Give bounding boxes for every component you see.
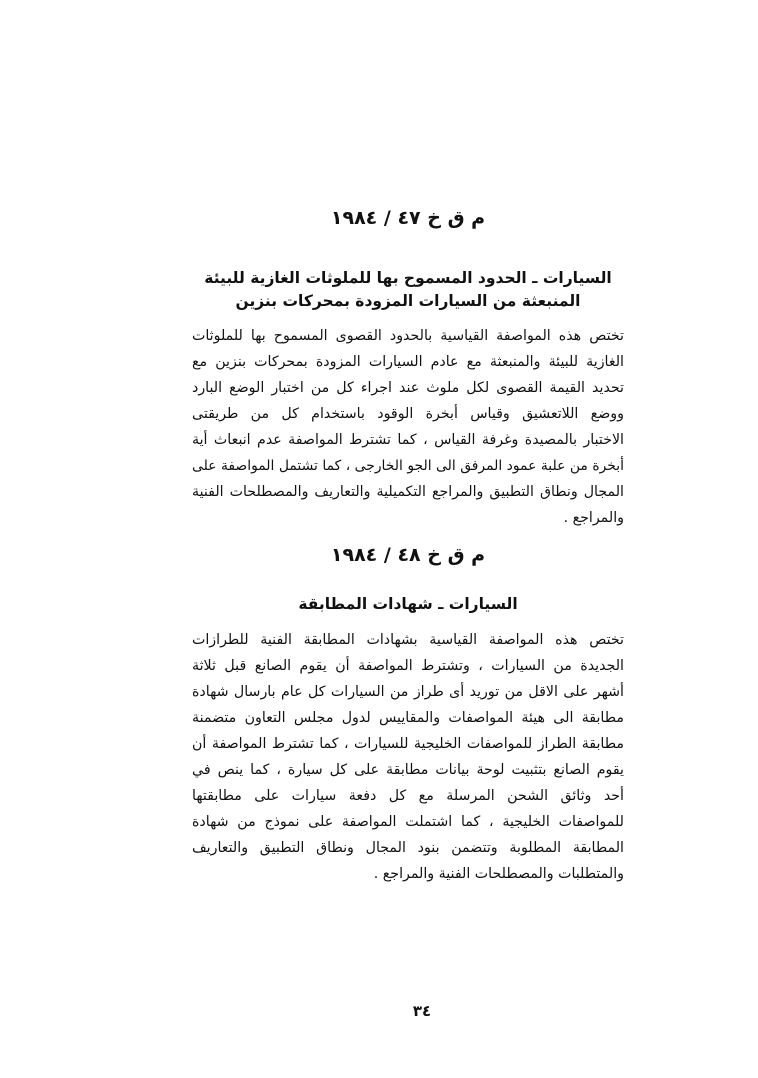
section-body: [192, 627, 624, 887]
body-line: تختص هذه المواصفة القياسية بشهادات المطابقة الفنية للطرازات: [192, 632, 624, 648]
title-line: السيارات ـ الحدود المسموح بها للملوثات الغازية للبيئة: [204, 269, 612, 287]
body-line: والمتطلبات والمصطلحات الفنية والمراجع .: [373, 866, 624, 882]
body-line: والمراجع .: [563, 510, 624, 526]
body-line: الاختبار بالمصيدة وغرفة القياس ، كما تشترط المواصفة عدم انبعاث أية: [192, 432, 624, 448]
body-line: مطابقة الطراز للمواصفات الخليجية للسيارات ، كما تشترط المواصفة أن: [192, 736, 624, 752]
body-line: المجال ونطاق التطبيق والمراجع التكميلية والتعاريف والمصطلحات الفنية: [192, 484, 624, 500]
section-body: [192, 323, 624, 531]
page-number: ٣٤: [412, 1002, 432, 1020]
body-line: مطابقة الى هيئة المواصفات والمقاييس لدول مجلس التعاون متضمنة: [192, 710, 624, 726]
body-line: ووضع اللاتعشيق وقياس أبخرة الوقود باستخدام كل من طريقتى: [192, 406, 624, 422]
body-line: يقوم الصانع بتثبيت لوحة بيانات مطابقة على كل سيارة ، كما ينص في: [192, 762, 624, 778]
body-line: الغازية للبيئة والمنبعثة مع عادم السيارات المزودة بمحركات بنزين مع: [192, 354, 624, 370]
body-line: تحديد القيمة القصوى لكل ملوث عند اجراء كل من اختبار الوضع البارد: [192, 380, 624, 396]
title-line: المنبعثة من السيارات المزودة بمحركات بنزين: [235, 292, 581, 310]
standard-code-heading: م ق خ ٤٨ / ١٩٨٤: [330, 544, 486, 566]
title-line: السيارات ـ شهادات المطابقة: [298, 595, 518, 613]
standard-code-heading: م ق خ ٤٧ / ١٩٨٤: [330, 207, 486, 229]
body-line: المطابقة المطلوبة وتتضمن بنود المجال ونطاق التطبيق والتعاريف: [192, 840, 624, 856]
body-line: أشهر على الاقل من توريد أى طراز من السيارات كل عام بارسال شهادة: [192, 684, 624, 700]
section-title: [192, 267, 624, 313]
section-title: [192, 593, 624, 616]
body-line: أحد وثائق الشحن المرسلة مع كل دفعة سيارات على مطابقتها: [192, 788, 624, 804]
body-line: للمواصفات الخليجية ، كما اشتملت المواصفة على نموذج من شهادة: [192, 814, 624, 830]
body-line: أبخرة من علبة عمود المرفق الى الجو الخارجى ، كما تشتمل المواصفة على: [192, 458, 624, 474]
body-line: تختص هذه المواصفة القياسية بالحدود القصوى المسموح بها للملوثات: [192, 328, 624, 344]
body-line: الجديدة من السيارات ، وتشترط المواصفة أن يقوم الصانع قبل ثلاثة: [192, 658, 624, 674]
